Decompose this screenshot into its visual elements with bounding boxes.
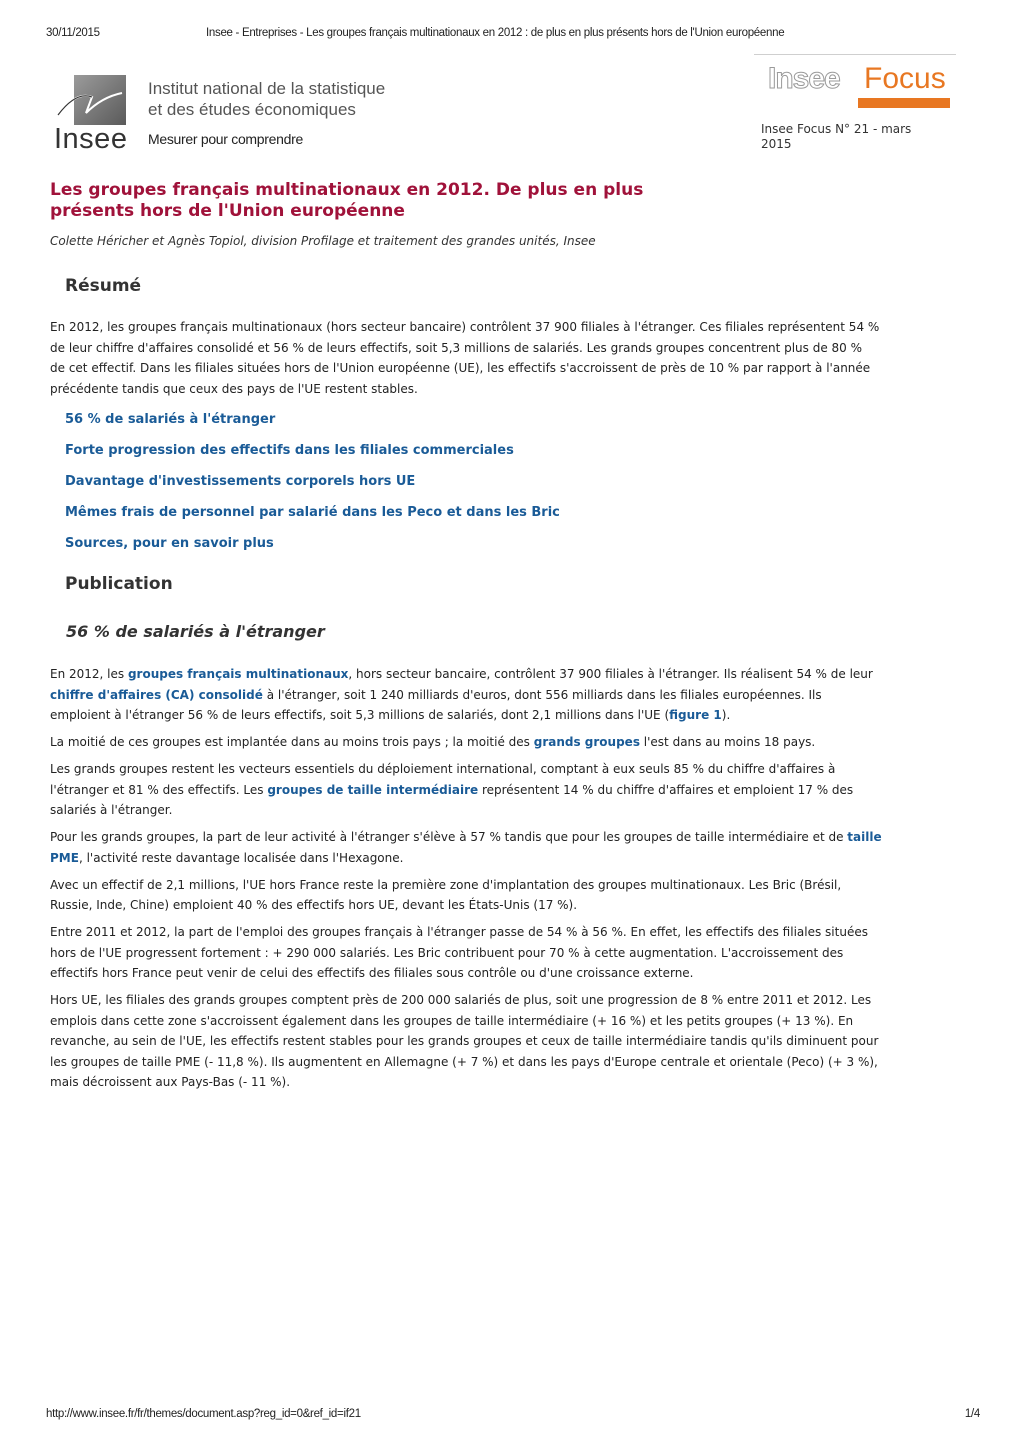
paragraph-7: Hors UE, les filiales des grands groupes comptent près de 200 000 salariés de plus, soit une progression de 8 % entre 2011 et 2012. Les emplois dans cette zone s'accroissent également dans les groupes de taille intermédiaire (+ 16 %) et les petits groupes (+ 13 %). En revanche, au sein de l'UE, les effectifs restent stables pour les grands groupes et ceux de taille intermédiaire tandis qu'ils diminuent pour les groupes de taille PME (- 11,8 %). Ils augmentent en Allemagne (+ 7 %) et dans les pays d'Europe centrale et orientale (Peco) (+ 3 %), mais décroissent aux Pays-Bas (- 11 %). [50, 993, 879, 1089]
toc-item [65, 439, 865, 470]
text-run: à l'étranger, soit 1 240 milliards d'euros, dont 556 milliards dans les filiales européennes. Ils emploient à l'étranger 56 % de leurs effectifs, soit 5,3 millions de salariés, dont 2,1 millions dans l'UE ( [50, 687, 822, 722]
link-taille-pme[interactable]: taille PME [50, 830, 882, 865]
institute-line-2: et des études économiques [148, 100, 356, 119]
text-run: , hors secteur bancaire, contrôlent 37 900 filiales à l'étranger. Ils réalisent 54 % de leur [348, 667, 873, 681]
insee-logo[interactable] [54, 75, 128, 153]
link-chiffre-affaires[interactable]: chiffre d'affaires (CA) consolidé [50, 687, 263, 702]
print-url: http://www.insee.fr/fr/themes/document.asp?reg_id=0&ref_id=if21 [46, 1408, 361, 1420]
article-authors: Colette Héricher et Agnès Topiol, division Profilage et traitement des grandes unités, Insee [50, 234, 596, 248]
toc-item [65, 501, 865, 532]
toc-link-sources[interactable]: Sources, pour en savoir plus [65, 536, 274, 551]
toc-item [65, 470, 865, 501]
article-title: Les groupes français multinationaux en 2012. De plus en plus présents hors de l'Union européenne [50, 180, 644, 221]
institute-name [148, 78, 438, 120]
paragraph-2 [50, 732, 885, 753]
toc-link-salaries-etranger[interactable]: 56 % de salariés à l'étranger [65, 412, 276, 427]
paragraph-5: Avec un effectif de 2,1 millions, l'UE hors France reste la première zone d'implantation des groupes multinationaux. Les Bric (Brésil, Russie, Inde, Chine) emploient 40 % des effectifs hors UE, devant les États-Unis (17 %). [50, 877, 842, 912]
toc-link-frais-personnel[interactable]: Mêmes frais de personnel par salarié dans les Peco et dans les Bric [65, 505, 560, 520]
text-run: , l'activité reste davantage localisée dans l'Hexagone. [78, 850, 404, 865]
toc-link-filiales-commerciales[interactable]: Forte progression des effectifs dans les filiales commerciales [65, 443, 514, 458]
paragraph-4 [50, 827, 885, 868]
focus-divider [754, 54, 956, 55]
text-run: Les grands groupes restent les vecteurs essentiels du déploiement international, comptant à eux seuls 85 % du chiffre d'affaires à l'étranger et 81 % des effectifs. Les [50, 762, 836, 797]
resume-text: En 2012, les groupes français multinationaux (hors secteur bancaire) contrôlent 37 900 filiales à l'étranger. Ces filiales représentent 54 % de leur chiffre d'affaires consolidé et 56 % de leurs effectifs, soit 5,3 millions de salariés. Les grands groupes concentrent plus de 80 % de cet effectif. Dans les filiales situées hors de l'Union européenne (UE), les effectifs s'accroissent de près de 10 % par rapport à l'année précédente tandis que ceux des pays de l'UE restent stables. [50, 320, 880, 396]
paragraph-3 [50, 759, 885, 821]
print-date: 30/11/2015 [46, 27, 100, 39]
link-groupes-multinationaux[interactable]: groupes français multinationaux [127, 667, 349, 681]
paragraph-1 [50, 664, 885, 726]
focus-issue-number: Insee Focus N° 21 - mars 2015 [761, 122, 912, 151]
text-run: représentent 14 % du chiffre d'affaires et emploient 17 % des salariés à l'étranger. [50, 782, 854, 817]
insee-logo-word: Insee [54, 123, 128, 155]
toc-link-investissements[interactable]: Davantage d'investissements corporels hors UE [65, 474, 416, 489]
focus-logo-focus: Focus [864, 62, 946, 95]
print-document-title: Insee - Entreprises - Les groupes français multinationaux en 2012 : de plus en plus présents hors de l'Union européenne [206, 27, 785, 39]
link-figure-1[interactable]: figure 1 [669, 708, 722, 722]
insee-logo-mark [74, 75, 126, 125]
text-run: Pour les grands groupes, la part de leur activité à l'étranger s'élève à 57 % tandis que pour les groupes de taille intermédiaire et de [50, 830, 848, 844]
link-grands-groupes[interactable]: grands groupes [533, 735, 640, 749]
toc-item [65, 408, 865, 439]
paragraph-6: Entre 2011 et 2012, la part de l'emploi des groupes français à l'étranger passe de 54 % à 56 %. En effet, les effectifs des filiales situées hors de l'UE progressent fortement : + 290 000 salariés. Les Bric contribuent pour 70 % à cette augmentation. L'accroissement des effectifs hors France peut venir de celui des effectifs des filiales sous contrôle ou d'une croissance externe. [50, 925, 868, 980]
section-heading: 56 % de salariés à l'étranger [66, 622, 325, 641]
institute-line-1: Institut national de la statistique [148, 79, 386, 98]
table-of-contents [65, 408, 865, 563]
toc-item [65, 532, 865, 563]
publication-heading: Publication [65, 574, 173, 594]
resume-heading: Résumé [65, 276, 142, 296]
focus-logo-insee: Insee [768, 62, 840, 95]
text-run: l'est dans au moins 18 pays. [639, 735, 816, 749]
text-run: ). [721, 708, 731, 722]
text-run: La moitié de ces groupes est implantée dans au moins trois pays ; la moitié des [50, 735, 534, 749]
page-number: 1/4 [964, 1408, 980, 1420]
focus-accent-bar [858, 98, 950, 108]
insee-logo-curve-icon [56, 77, 126, 127]
publication-body [50, 664, 885, 1099]
insee-focus-logo[interactable] [754, 54, 956, 114]
text-run: En 2012, les [50, 667, 128, 681]
tagline: Mesurer pour comprendre [148, 131, 303, 147]
link-taille-intermediaire[interactable]: groupes de taille intermédiaire [267, 782, 479, 797]
